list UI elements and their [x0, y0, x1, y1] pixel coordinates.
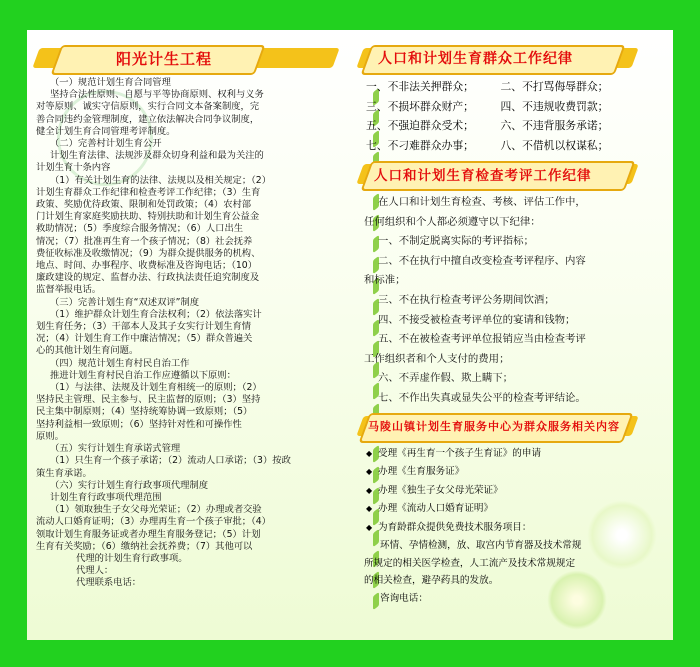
text-line: 七、不作出失真或显失公平的检查考评结论。 — [378, 391, 586, 404]
text-line: （三）完善计划生育“双述双评”制度 — [50, 296, 200, 308]
text-line: 计划生育十条内容 — [36, 162, 111, 174]
text-line: 善合同违约金管理制度，建立依法解决合同争议制度， — [36, 113, 260, 125]
text-line: 情况；（7）批准再生育一个孩子情况；（8）社会抚养 — [36, 235, 253, 247]
text-line: 救助情况；（5）季度综合服务情况；（6）人口出生 — [36, 223, 244, 235]
text-line: 五、不在被检查考评单位报销应当由检查考评 — [378, 333, 586, 346]
service-label: 办理《流动人口婚育证明》 — [378, 503, 494, 515]
text-line: 地点、时间、办事程序、收费标准及咨询电话；（10） — [36, 260, 258, 272]
bullet-icon: ◆ — [366, 485, 373, 495]
text-line: 四、不接受被检查考评单位的宴请和钱物； — [378, 313, 576, 326]
text-line: 心的其他计划生育问题。 — [36, 345, 139, 357]
discipline-list — [366, 77, 635, 155]
service-label: 受理《再生育一个孩子生育证》的申请 — [378, 447, 542, 459]
text-line: 策生育承诺。 — [36, 467, 92, 479]
text-line: （一）规范计划生育合同管理 — [50, 77, 171, 88]
service-item — [366, 482, 635, 501]
discipline-item: 四、不违规收费罚款； — [500, 99, 609, 113]
left-body — [36, 77, 336, 590]
text-line: 推进计划生育村民自治工作应遵循以下原则： — [50, 369, 236, 381]
text-line: 三、不在执行检查考评公务期间饮酒； — [378, 293, 555, 306]
text-line: （二）完善村计划生育公开 — [50, 138, 162, 150]
discipline-item: 八、不借机以权谋私； — [500, 138, 609, 152]
text-line: （六）实行计划生育行政事项代理制度 — [50, 479, 209, 491]
section-header — [360, 413, 635, 439]
check-body — [364, 193, 635, 409]
discipline-item: 六、不违背服务承诺； — [500, 119, 609, 132]
right-column — [360, 45, 635, 607]
text-line: 代理的计划生育行政事项。 — [76, 552, 188, 564]
section-title: 马陵山镇计划生育服务中心为群众服务相关内容 — [368, 419, 620, 433]
text-line: 咨询电话： — [380, 592, 428, 604]
service-label: 办理《独生子女父母光荣证》 — [378, 484, 503, 496]
section-title: 阳光计生工程 — [116, 50, 213, 68]
text-line: 况；（4）计划生育工作中廉洁情况；（5）群众普遍关 — [36, 333, 253, 345]
bullet-icon: ◆ — [366, 504, 373, 514]
text-line: 对等原则、诚实守信原则，实行合同文本备案制度，完 — [36, 101, 260, 113]
discipline-item: 七、不刁难群众办事； — [366, 138, 474, 152]
section-header — [360, 45, 635, 71]
section-header — [360, 161, 635, 187]
text-line: 坚持合法性原则、自愿与平等协商原则、权利与义务 — [50, 89, 264, 101]
service-item — [366, 500, 635, 519]
text-line: 和标准； — [364, 274, 406, 287]
service-label: 办理《生育服务证》 — [378, 466, 465, 478]
text-line: 所规定的相关医学检查，人工流产及技术常规规定 — [364, 557, 576, 569]
text-line: 一、不制定脱离实际的考评指标； — [378, 235, 534, 248]
section-title: 人口和计划生育检查考评工作纪律 — [374, 168, 592, 184]
text-line: 在人口和计划生育检查、考核、评估工作中， — [378, 196, 586, 208]
discipline-item: 三、不损坏群众财产； — [366, 99, 474, 113]
text-line: 健全计划生育合同管理考评制度。 — [36, 125, 176, 137]
text-line: 环情、孕情检测，放、取宫内节育器及技术常规 — [380, 540, 582, 552]
text-line: 政策、奖励优待政策、限制和处罚政策；（4）农村部 — [36, 199, 252, 211]
text-line: （1）与法律、法规及计划生育相统一的原则；（2） — [50, 382, 262, 394]
discipline-item: 五、不强迫群众受术； — [366, 119, 474, 132]
text-line: （四）规范计划生育村民自治工作 — [50, 357, 190, 369]
text-line: （1）维护群众计划生育合法权利；（2）依法落实计 — [50, 308, 262, 320]
left-column — [36, 45, 336, 590]
text-line: 坚持民主管理、民主参与、民主监督的原则；（3）坚持 — [36, 394, 261, 406]
text-line: 代理联系电话： — [76, 577, 142, 589]
text-line: 生育有关奖励；（6）缴纳社会抚养费；（7）其他可以 — [36, 540, 253, 552]
bullet-icon: ◆ — [366, 448, 373, 458]
section-header — [36, 45, 336, 71]
section-title: 人口和计划生育群众工作纪律 — [378, 51, 573, 67]
service-item — [366, 519, 635, 538]
text-line: 代理人： — [76, 565, 114, 577]
text-line: 任何组织和个人都必须遵守以下纪律： — [364, 215, 541, 228]
bullet-icon: ◆ — [366, 467, 373, 477]
text-line: 计划生育群众工作纪律和检查考评工作纪律；（3）生育 — [36, 186, 261, 198]
text-line: 民主集中制原则；（4）坚持统筹协调一致原则；（5） — [36, 406, 253, 418]
text-line: 工作组织者和个人支付的费用； — [364, 352, 510, 365]
text-line: 坚持利益相一致原则；（6）坚持针对性和可操作性 — [36, 418, 242, 430]
service-label: 为育龄群众提供免费技术服务项目： — [378, 521, 532, 533]
text-line: 监督举报电话。 — [36, 284, 102, 296]
text-line: 的相关检查，避孕药具的发放。 — [364, 575, 499, 587]
service-item — [366, 445, 635, 464]
text-line: 划生育任务；（3）干部本人及其子女实行计划生育情 — [36, 321, 252, 333]
text-line: 计划生育法律、法规涉及群众切身利益和最为关注的 — [50, 150, 264, 162]
text-line: （五）实行计划生育承诺式管理 — [50, 443, 181, 455]
text-line: 计划生育行政事项代理范围 — [50, 491, 162, 503]
services-list — [366, 445, 635, 538]
bullet-icon: ◆ — [366, 522, 373, 532]
text-line: 廉政建设的规定、监督办法、行政执法责任追究制度及 — [36, 272, 260, 284]
text-line: 领取计划生育服务证或者办理生育服务登记；（5）计划 — [36, 528, 261, 540]
text-line: 流动人口婚育证明；（3）办理再生育一个孩子审批；（4） — [36, 516, 271, 528]
text-line: （1）只生育一个孩子承诺；（2）流动人口承诺；（3）按政 — [50, 455, 291, 467]
text-line: 二、不在执行中擅自改变检查考评程序、内容 — [378, 254, 586, 267]
text-line: 门计划生育家庭奖励扶助、特别扶助和计划生育公益金 — [36, 211, 260, 223]
service-item — [366, 463, 635, 482]
text-line: 六、不弄虚作假、欺上瞒下； — [378, 372, 514, 385]
text-line: （1）领取独生子女父母光荣证；（2）办理或者交验 — [50, 504, 262, 516]
discipline-item: 二、不打骂侮辱群众； — [500, 80, 609, 93]
text-line: 原则。 — [36, 430, 64, 442]
services-detail — [364, 537, 635, 607]
text-line: 费征收标准及收缴情况；（9）为群众提供服务的机构、 — [36, 247, 261, 259]
text-line: （1）有关计划生育的法律、法规以及相关规定；（2） — [50, 174, 272, 186]
discipline-item: 一、不非法关押群众； — [366, 80, 474, 93]
